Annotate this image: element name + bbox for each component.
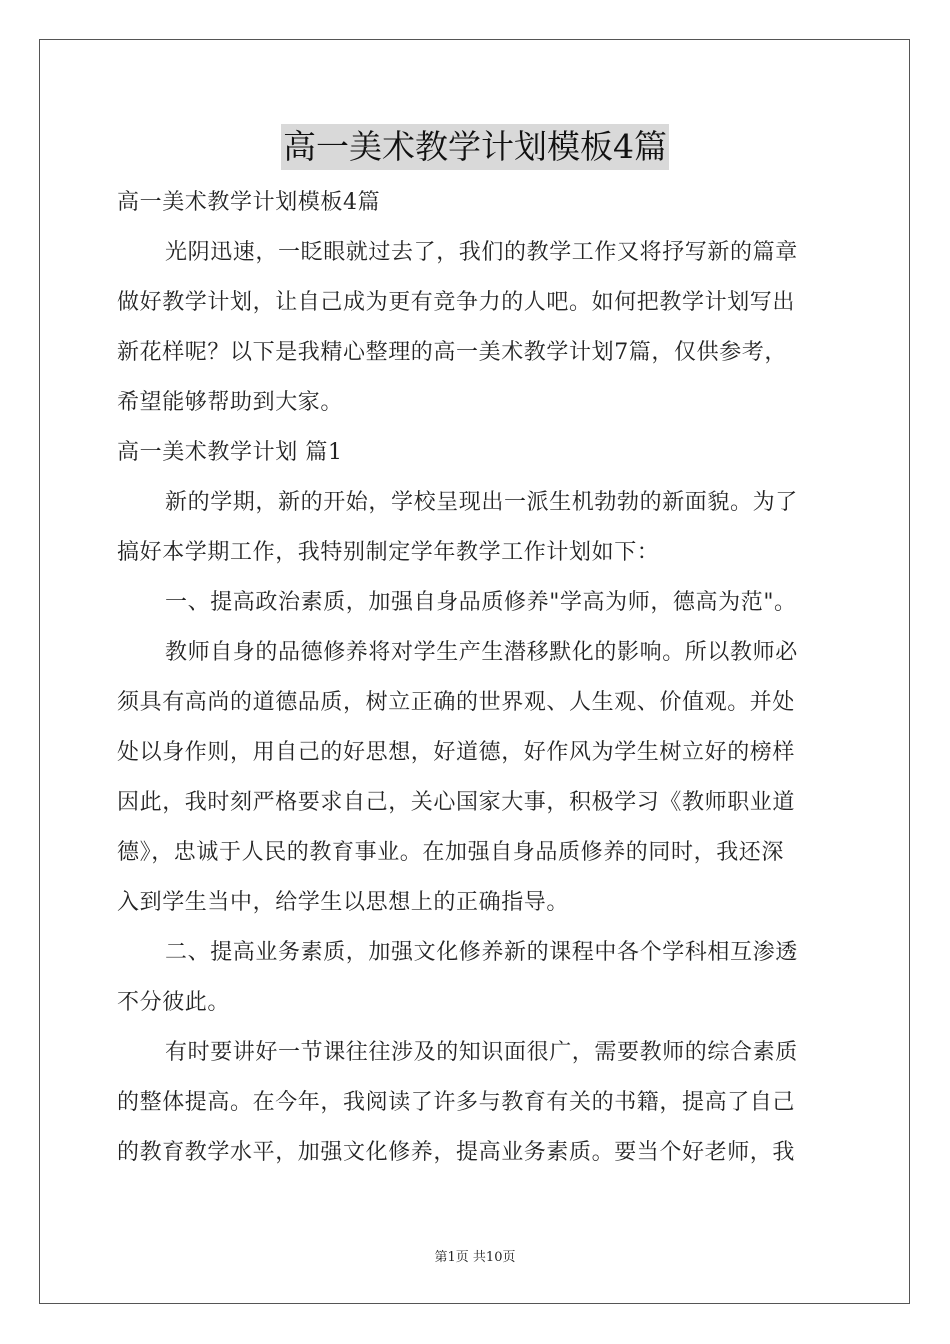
paragraph-line: 入到学生当中，给学生以思想上的正确指导。 bbox=[117, 890, 570, 915]
paragraph-line: 不分彼此。 bbox=[117, 990, 231, 1015]
paragraph-line: 须具有高尚的道德品质，树立正确的世界观、人生观、价值观。并处 bbox=[117, 690, 796, 715]
paragraph-line: 二、提高业务素质，加强文化修养新的课程中各个学科相互渗透 bbox=[165, 940, 798, 965]
document-title: 高一美术教学计划模板4篇 bbox=[281, 124, 669, 170]
paragraph-line: 光阴迅速，一眨眼就过去了，我们的教学工作又将抒写新的篇章 bbox=[165, 240, 798, 265]
page-footer: 第1页 共10页 bbox=[434, 1250, 516, 1265]
paragraph-line: 德》，忠诚于人民的教育事业。在加强自身品质修养的同时，我还深 bbox=[117, 840, 785, 865]
title-container bbox=[0, 124, 950, 170]
paragraph-line: 的整体提高。在今年，我阅读了许多与教育有关的书籍，提高了自己 bbox=[117, 1090, 796, 1115]
section-heading: 高一美术教学计划 篇1 bbox=[117, 440, 343, 465]
paragraph-line: 有时要讲好一节课往往涉及的知识面很广，需要教师的综合素质 bbox=[165, 1040, 798, 1065]
paragraph-line: 处以身作则，用自己的好思想，好道德，好作风为学生树立好的榜样 bbox=[117, 740, 796, 765]
paragraph-line: 做好教学计划，让自己成为更有竞争力的人吧。如何把教学计划写出 bbox=[117, 290, 796, 315]
paragraph-line: 希望能够帮助到大家。 bbox=[117, 390, 344, 415]
subtitle-line: 高一美术教学计划模板4篇 bbox=[117, 190, 381, 215]
paragraph-line: 搞好本学期工作，我特别制定学年教学工作计划如下： bbox=[117, 540, 660, 565]
paragraph-line: 新的学期，新的开始，学校呈现出一派生机勃勃的新面貌。为了 bbox=[165, 490, 798, 515]
paragraph-line: 一、提高政治素质，加强自身品质修养"学高为师，德高为范"。 bbox=[165, 590, 797, 615]
paragraph-line: 因此，我时刻严格要求自己，关心国家大事，积极学习《教师职业道 bbox=[117, 790, 796, 815]
document-body bbox=[117, 178, 835, 1178]
paragraph-line: 新花样呢？以下是我精心整理的高一美术教学计划7篇，仅供参考， bbox=[117, 340, 787, 365]
paragraph-line: 的教育教学水平，加强文化修养，提高业务素质。要当个好老师，我 bbox=[117, 1140, 796, 1165]
paragraph-line: 教师自身的品德修养将对学生产生潜移默化的影响。所以教师必 bbox=[165, 640, 798, 665]
